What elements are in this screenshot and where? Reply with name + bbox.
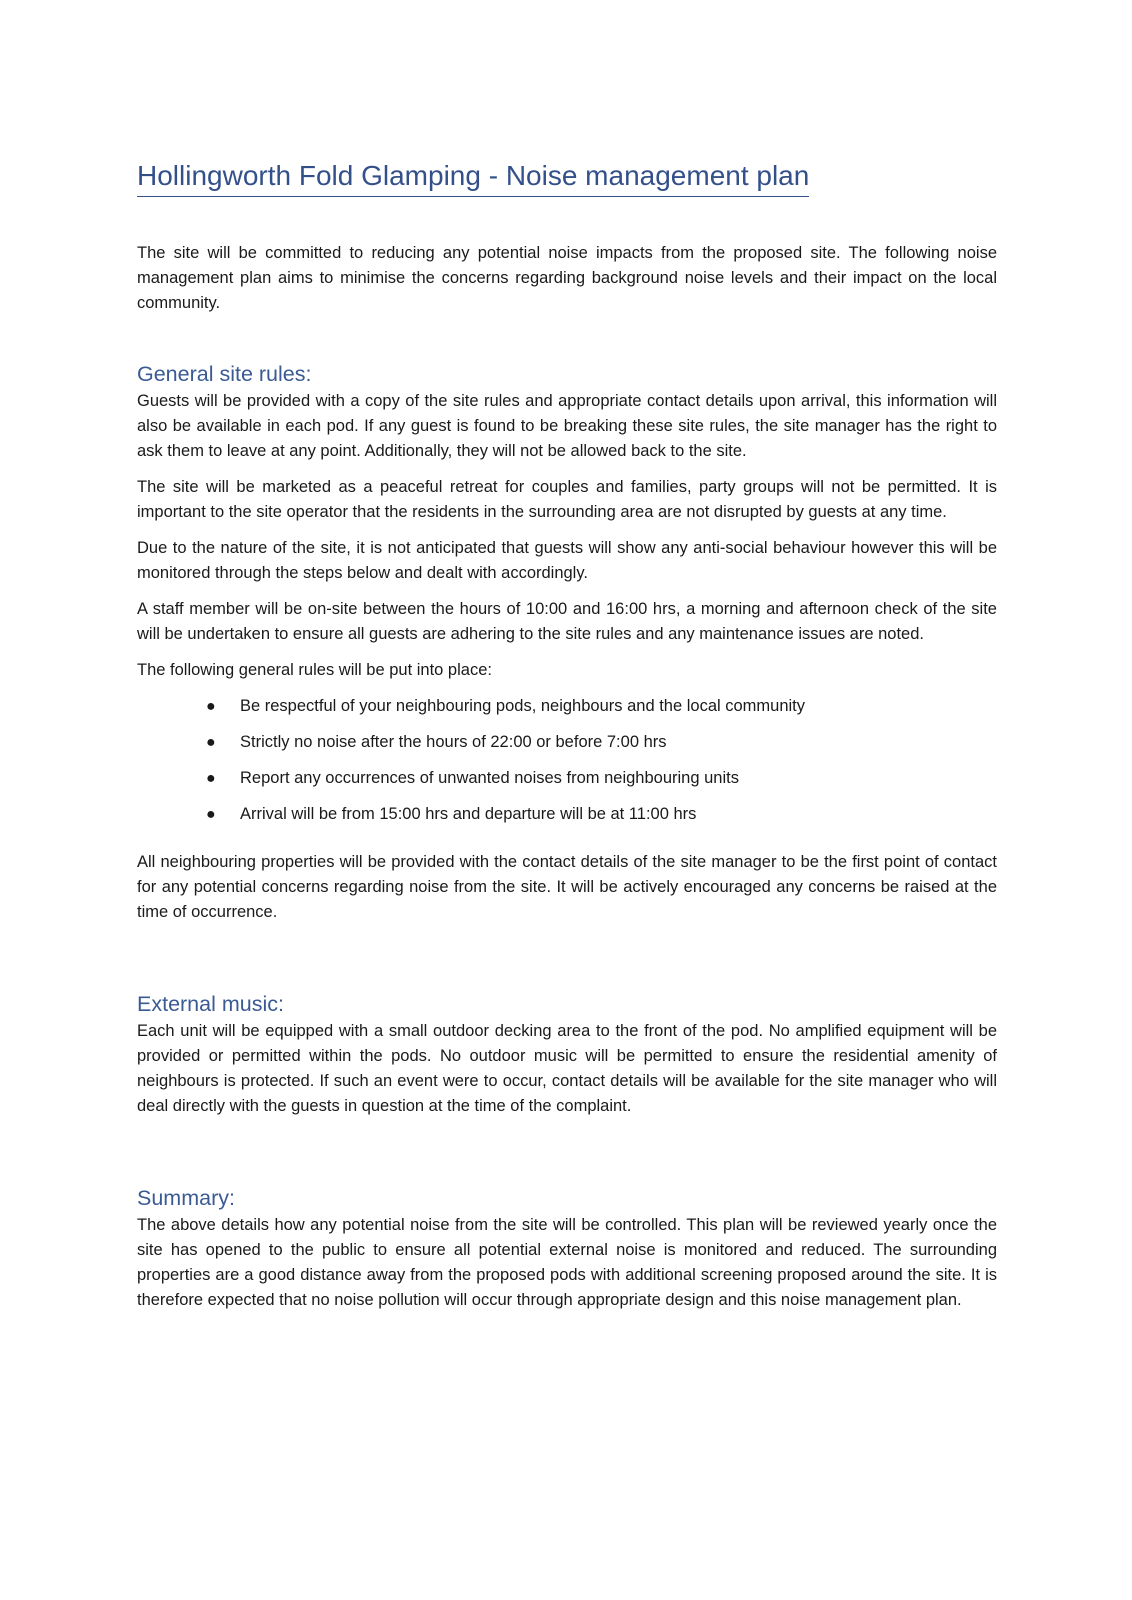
- document-title: Hollingworth Fold Glamping - Noise management plan: [137, 158, 809, 197]
- list-item: [137, 766, 997, 791]
- bullet-icon: ●: [206, 770, 216, 787]
- list-item: [137, 730, 997, 755]
- list-item: [137, 694, 997, 719]
- bullet-icon: ●: [206, 698, 216, 715]
- paragraph: Each unit will be equipped with a small outdoor decking area to the front of the pod. No amplified equipment will be provided or permitted within the pods. No outdoor music will be permitted to ensure the residential amenity of neighbours is protected. If such an event were to occur, contact details will be available for the site manager who will deal directly with the guests in question at the time of the complaint.: [137, 1022, 997, 1115]
- paragraph: Guests will be provided with a copy of the site rules and appropriate contact details upon arrival, this information will also be available in each pod. If any guest is found to be breaking these site rules, the site manager has the right to ask them to leave at any point. Additionally, they will not be allowed back to the site.: [137, 392, 997, 460]
- list-item-text: Strictly no noise after the hours of 22:00 or before 7:00 hrs: [240, 733, 667, 751]
- paragraph: All neighbouring properties will be provided with the contact details of the site manager to be the first point of contact for any potential concerns regarding noise from the site. It will be actively encouraged any concerns be raised at the time of occurrence.: [137, 853, 997, 921]
- paragraph: The site will be marketed as a peaceful retreat for couples and families, party groups will not be permitted. It is important to the site operator that the residents in the surrounding area are not disrupted by guests at any time.: [137, 478, 997, 521]
- list-item-text: Be respectful of your neighbouring pods, neighbours and the local community: [240, 697, 806, 715]
- list-item-text: Arrival will be from 15:00 hrs and departure will be at 11:00 hrs: [240, 805, 697, 823]
- section-heading: Summary:: [137, 1186, 235, 1210]
- paragraph: A staff member will be on-site between the hours of 10:00 and 16:00 hrs, a morning and afternoon check of the site will be undertaken to ensure all guests are adhering to the site rules and any maintenance issues are noted.: [137, 600, 997, 643]
- bullet-icon: ●: [206, 806, 216, 823]
- paragraph: The above details how any potential noise from the site will be controlled. This plan will be reviewed yearly once the site has opened to the public to ensure all potential external noise is monitored and reduced. The surrounding properties are a good distance away from the proposed pods with additional screening proposed around the site. It is therefore expected that no noise pollution will occur through appropriate design and this noise management plan.: [137, 1216, 997, 1309]
- section-external-music: [137, 990, 997, 1119]
- intro-paragraph: The site will be committed to reducing any potential noise impacts from the proposed site. The following noise management plan aims to minimise the concerns regarding background noise levels and their impact on the local community.: [137, 244, 997, 312]
- paragraph: The following general rules will be put into place:: [137, 661, 492, 679]
- section-heading: External music:: [137, 992, 284, 1016]
- bullet-icon: ●: [206, 734, 216, 751]
- section-heading: General site rules:: [137, 362, 312, 386]
- section-summary: [137, 1184, 997, 1313]
- section-general-site-rules: [137, 360, 997, 925]
- list-item: [137, 802, 997, 827]
- paragraph: Due to the nature of the site, it is not anticipated that guests will show any anti-social behaviour however this will be monitored through the steps below and dealt with accordingly.: [137, 539, 997, 582]
- rules-list: [137, 694, 997, 827]
- list-item-text: Report any occurrences of unwanted noises from neighbouring units: [240, 769, 739, 787]
